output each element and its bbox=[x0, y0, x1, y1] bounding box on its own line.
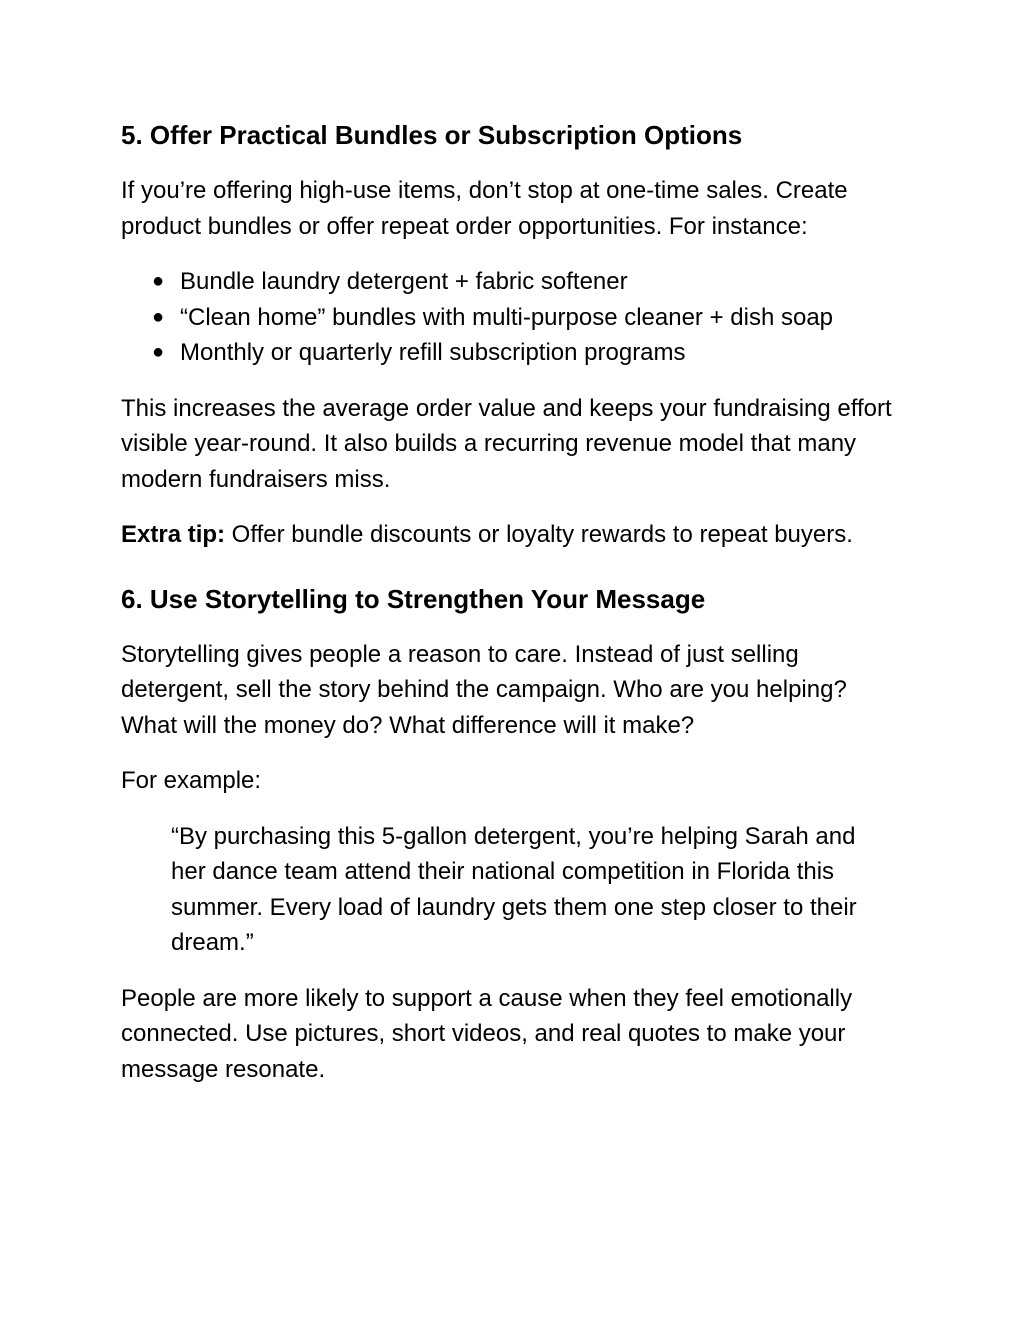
example-label: For example: bbox=[121, 767, 262, 794]
bundle-list bbox=[121, 264, 901, 371]
document-page bbox=[121, 118, 901, 1087]
extra-tip-text: Offer bundle discounts or loyalty rewards to repeat buyers. bbox=[225, 521, 853, 548]
section-6-intro: Storytelling gives people a reason to care. Instead of just selling detergent, sell the story behind the campaign. Who are you helping? What will the money do? What difference will it make? bbox=[121, 640, 847, 739]
list-item bbox=[121, 335, 901, 371]
section-6-heading: 6. Use Storytelling to Strengthen Your Message bbox=[121, 583, 706, 614]
list-item bbox=[121, 300, 901, 336]
list-item-text: Monthly or quarterly refill subscription programs bbox=[180, 339, 686, 366]
section-5-result: This increases the average order value and keeps your fundraising effort visible year-round. It also builds a recurring revenue model that many modern fundraisers miss. bbox=[121, 394, 892, 493]
list-item-text: Bundle laundry detergent + fabric softener bbox=[180, 268, 628, 295]
bullet-icon: ● bbox=[152, 341, 165, 363]
section-5-intro: If you’re offering high-use items, don’t stop at one-time sales. Create product bundles or offer repeat order opportunities. For instance: bbox=[121, 177, 848, 240]
bullet-icon: ● bbox=[152, 305, 165, 328]
section-6-closing: People are more likely to support a cause when they feel emotionally connected. Use pictures, short videos, and real quotes to make your message resonate. bbox=[121, 984, 853, 1083]
extra-tip bbox=[121, 517, 901, 553]
section-5-heading: 5. Offer Practical Bundles or Subscription Options bbox=[121, 120, 743, 150]
extra-tip-label: Extra tip: bbox=[121, 521, 226, 548]
list-item-text: “Clean home” bundles with multi-purpose cleaner + dish soap bbox=[180, 303, 834, 331]
example-quote: “By purchasing this 5-gallon detergent, you’re helping Sarah and her dance team attend their national competition in Florida this summer. Every load of laundry gets them one step closer to their dream.” bbox=[171, 822, 857, 956]
list-item bbox=[121, 264, 901, 300]
bullet-icon: ● bbox=[152, 270, 165, 292]
